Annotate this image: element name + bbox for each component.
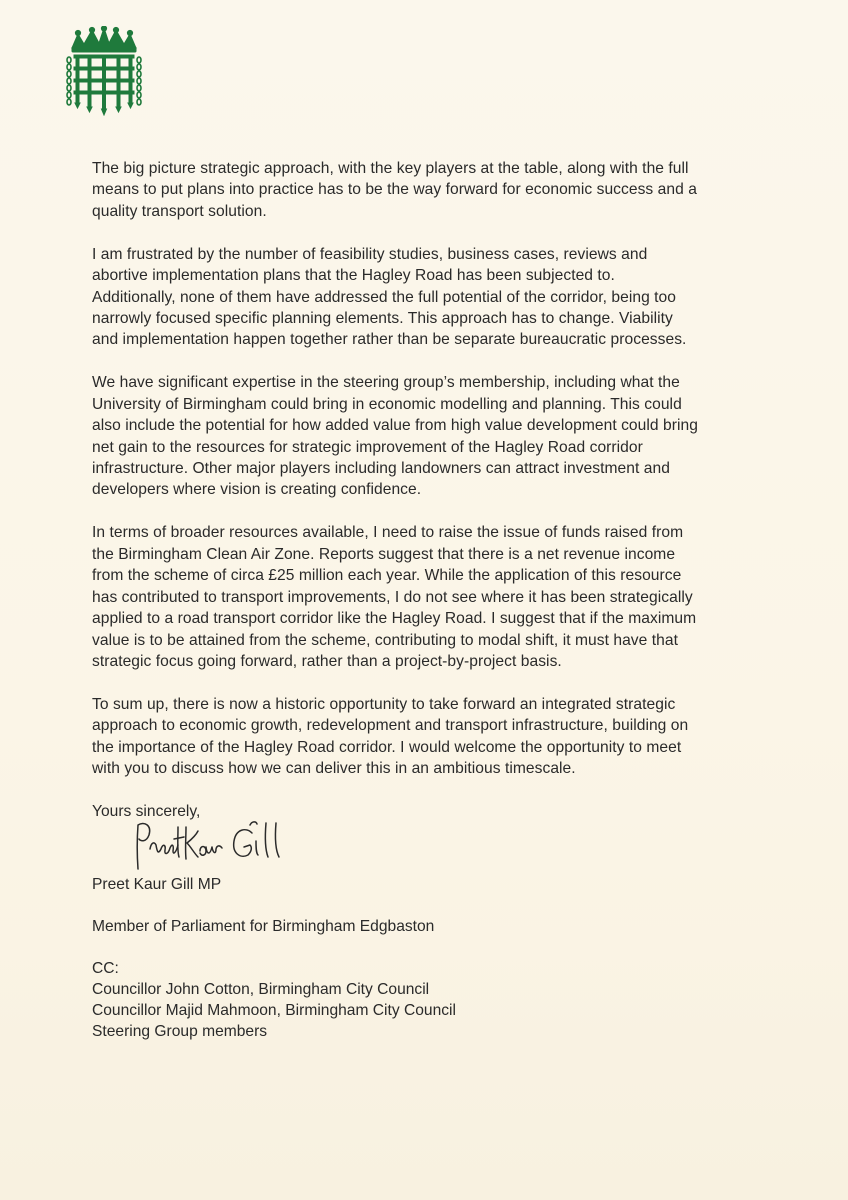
text-line: infrastructure. Other major players including landowners can attract investment and xyxy=(92,460,670,478)
text-line: with you to discuss how we can deliver this in an ambitious timescale. xyxy=(92,760,576,778)
text-line: narrowly focused specific planning elements. This approach has to change. Viability xyxy=(92,310,673,328)
paragraph xyxy=(92,244,752,351)
cc-item: Steering Group members xyxy=(92,1023,268,1040)
text-line: The big picture strategic approach, with the key players at the table, along with the full xyxy=(92,160,689,177)
signatory-name: Preet Kaur Gill MP xyxy=(92,876,222,893)
text-line: quality transport solution. xyxy=(92,202,267,220)
text-line: and implementation happen together rather than be separate bureaucratic processes. xyxy=(92,331,687,349)
cc-item: Councillor Majid Mahmoon, Birmingham City Council xyxy=(92,1002,456,1019)
text-line: University of Birmingham could bring in economic modelling and planning. This could xyxy=(92,395,682,413)
signature-block xyxy=(92,874,692,1042)
text-line: the Birmingham Clean Air Zone. Reports suggest that there is a net revenue income xyxy=(92,545,676,563)
portcullis-crown-icon xyxy=(64,26,144,116)
text-line: the importance of the Hagley Road corridor. I would welcome the opportunity to meet xyxy=(92,738,682,756)
text-line: abortive implementation plans that the Hagley Road has been subjected to. xyxy=(92,267,615,285)
handwritten-signature xyxy=(130,815,300,875)
text-line: We have significant expertise in the steering group’s membership, including what the xyxy=(92,374,680,392)
text-line: To sum up, there is now a historic opportunity to take forward an integrated strategic xyxy=(92,695,676,713)
text-line: also include the potential for how added value from high value development could bring xyxy=(92,417,698,435)
paragraph xyxy=(92,158,752,222)
paragraph xyxy=(92,694,752,780)
text-line: applied to a road transport corridor like the Hagley Road. I suggest that if the maximum xyxy=(92,610,697,628)
text-line: from the scheme of circa £25 million each year. While the application of this resource xyxy=(92,567,682,585)
closing-salutation: Yours sincerely, xyxy=(92,803,201,821)
text-line: net gain to the resources for strategic improvement of the Hagley Road corridor xyxy=(92,438,643,456)
paragraph xyxy=(92,372,752,500)
text-line: strategic focus going forward, rather than a project-by-project basis. xyxy=(92,652,562,670)
cc-item: Councillor John Cotton, Birmingham City Council xyxy=(92,981,430,998)
text-line: means to put plans into practice has to be the way forward for economic success and a xyxy=(92,181,697,199)
letter-body xyxy=(92,158,752,822)
text-line: developers where vision is creating confidence. xyxy=(92,481,422,499)
text-line: I am frustrated by the number of feasibility studies, business cases, reviews and xyxy=(92,245,648,263)
text-line: value is to be attained from the scheme, contributing to modal shift, it must have that xyxy=(92,631,678,649)
text-line: approach to economic growth, redevelopment and transport infrastructure, building on xyxy=(92,717,689,735)
text-line: In terms of broader resources available, I need to raise the issue of funds raised from xyxy=(92,524,684,542)
cc-label: CC: xyxy=(92,960,119,977)
text-line: has contributed to transport improvements, I do not see where it has been strategically xyxy=(92,588,693,606)
signatory-title: Member of Parliament for Birmingham Edgbaston xyxy=(92,918,435,935)
paragraph xyxy=(92,522,752,672)
text-line: Additionally, none of them have addressed the full potential of the corridor, being too xyxy=(92,288,677,306)
